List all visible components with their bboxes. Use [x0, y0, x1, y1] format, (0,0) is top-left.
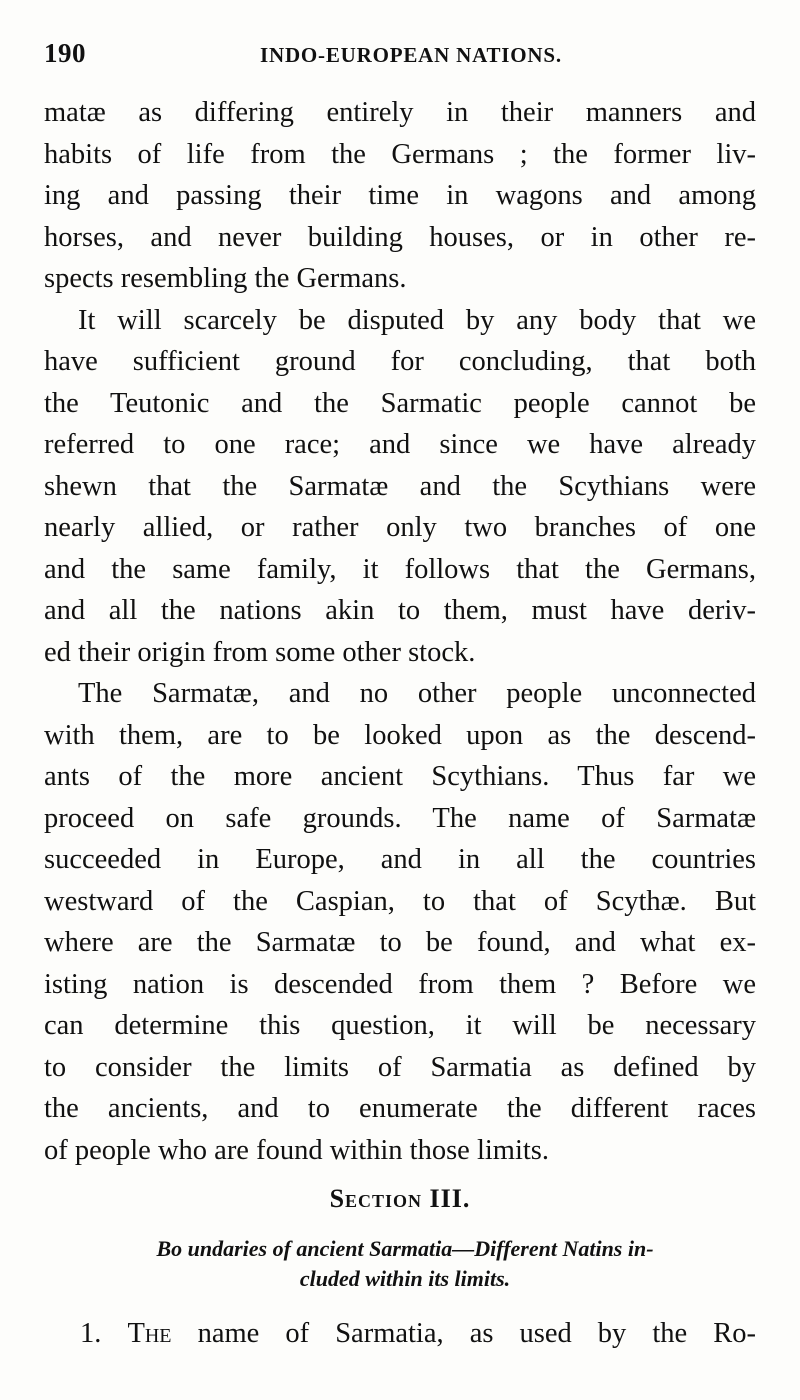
- text-line: habits of life from the Germans ; the former liv-: [44, 138, 756, 170]
- paragraph-text: name of Sarmatia, as used by the Ro-: [197, 1318, 757, 1349]
- text-line: to consider the limits of Sarmatia as defined by: [44, 1051, 756, 1083]
- text-line: the Teutonic and the Sarmatic people cannot be: [44, 387, 756, 419]
- body-text: [44, 92, 756, 1171]
- page-header: [44, 38, 756, 78]
- section-heading: Section III.: [329, 1184, 471, 1213]
- text-line: shewn that the Sarmatæ and the Scythians were: [44, 470, 756, 502]
- text-line: have sufficient ground for concluding, that both: [44, 346, 756, 377]
- page-number: 190: [44, 38, 86, 68]
- text-line: matæ as differing entirely in their manners and: [44, 97, 756, 128]
- text-line: with them, are to be looked upon as the descend-: [44, 719, 756, 751]
- text-line: isting nation is descended from them ? Before we: [44, 968, 756, 1000]
- text-line: of people who are found within those limits.: [44, 1134, 549, 1166]
- text-line: ants of the more ancient Scythians. Thus far we: [44, 761, 756, 792]
- text-line: ed their origin from some other stock.: [44, 636, 476, 668]
- paragraph-number: 1.: [80, 1318, 102, 1349]
- paragraph-small-caps-word: The: [127, 1318, 172, 1349]
- text-line: proceed on safe grounds. The name of Sarmatæ: [44, 802, 756, 834]
- section-subtitle-line: cluded within its limits.: [299, 1266, 511, 1291]
- text-line: and the same family, it follows that the Germans,: [44, 553, 756, 585]
- text-line: nearly allied, or rather only two branches of one: [44, 512, 756, 543]
- paragraph-start-line: The Sarmatæ, and no other people unconnected: [78, 678, 756, 709]
- running-head: INDO-EUROPEAN NATIONS.: [260, 43, 562, 67]
- section-subtitle: [60, 1234, 750, 1294]
- section-subtitle-line: Bo undaries of ancient Sarmatia—Different Natins in-: [156, 1236, 654, 1261]
- text-line: horses, and never building houses, or in other re-: [44, 221, 756, 253]
- section-first-paragraph: [80, 1318, 756, 1350]
- text-line: the ancients, and to enumerate the different races: [44, 1093, 756, 1124]
- text-line: spects resembling the Germans.: [44, 263, 407, 294]
- text-line: succeeded in Europe, and in all the countries: [44, 844, 756, 875]
- text-line: can determine this question, it will be necessary: [44, 1010, 756, 1041]
- text-line: where are the Sarmatæ to be found, and what ex-: [44, 927, 756, 958]
- text-line: ing and passing their time in wagons and among: [44, 180, 756, 211]
- text-line: and all the nations akin to them, must have deriv-: [44, 595, 756, 626]
- paragraph-start-line: It will scarcely be disputed by any body that we: [78, 304, 756, 336]
- text-line: westward of the Caspian, to that of Scythæ. But: [44, 885, 756, 917]
- text-line: referred to one race; and since we have already: [44, 429, 756, 460]
